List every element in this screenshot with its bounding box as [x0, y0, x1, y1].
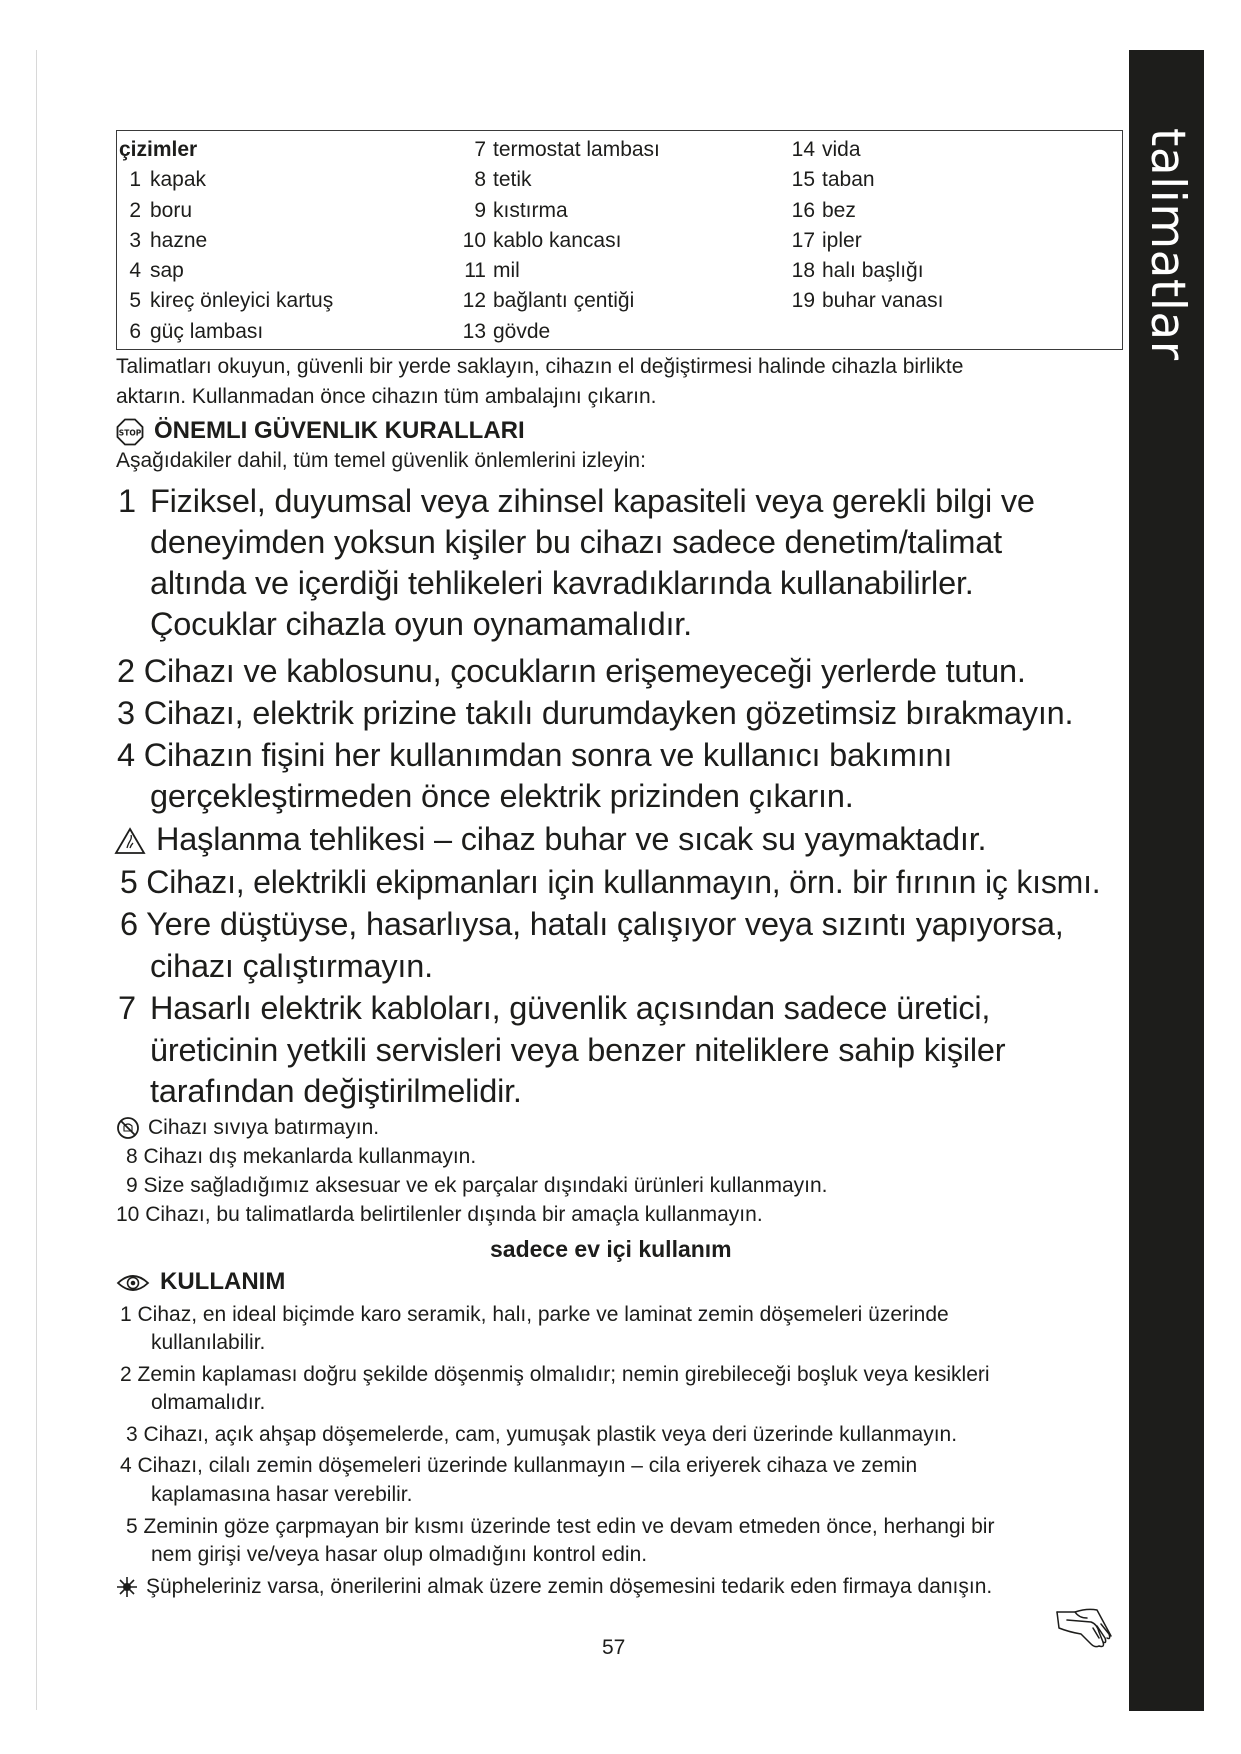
parts-list-box [116, 130, 1123, 350]
rule-7-line-2: üreticinin yetkili servisleri veya benzer niteliklere sahip kişiler [150, 1032, 1006, 1068]
no-immerse-icon [116, 1116, 140, 1140]
rule-2: 2 Cihazı ve kablosunu, çocukların erişemeyeceği yerlerde tutun. [117, 653, 1026, 689]
warning-line: Haşlanma tehlikesi – cihaz buhar ve sıcak su yaymaktadır. [114, 819, 986, 860]
rule-1-line-3: altında ve içerdiği tehlikeleri kavradıklarında kullanabilirler. [150, 565, 974, 601]
parts-item: 16 bez [791, 198, 856, 222]
usage-1-line-1: 1 Cihaz, en ideal biçimde karo seramik, halı, parke ve laminat zemin döşemeleri üzerinde [120, 1303, 949, 1326]
parts-item: 18 halı başlığı [791, 259, 924, 283]
parts-item: 7 termostat lambası [474, 138, 660, 161]
intro-line-1: Talimatları okuyun, güvenli bir yerde saklayın, cihazın el değiştirmesi halinde cihazla birlikte [116, 355, 964, 378]
rule-1-line-1: Fiziksel, duyumsal veya zihinsel kapasiteli veya gerekli bilgi ve [150, 483, 1035, 519]
stop-icon [116, 418, 144, 446]
parts-item: 19 buhar vanası [791, 289, 944, 313]
rule-6-line-1: 6 Yere düştüyse, hasarlıysa, hatalı çalışıyor veya sızıntı yapıyorsa, [120, 906, 1064, 942]
parts-item: 2 boru [129, 198, 193, 222]
intro-line-2: aktarın. Kullanmadan önce cihazın tüm ambalajını çıkarın. [116, 385, 657, 408]
rule-3: 3 Cihazı, elektrik prizine takılı durumdayken gözetimsiz bırakmayın. [117, 695, 1074, 731]
parts-item: 6 güç lambası [129, 319, 264, 343]
usage-5-line-1: 5 Zeminin göze çarpmayan bir kısmı üzerinde test edin ve devam etmeden önce, herhangi bir [126, 1515, 995, 1538]
usage-1-line-2: kullanılabilir. [151, 1331, 266, 1354]
parts-column-3 [789, 135, 943, 317]
star-icon [116, 1576, 138, 1598]
parts-item: 14 vida [791, 138, 861, 161]
usage-4-line-2: kaplamasına hasar verebilir. [151, 1483, 413, 1506]
safety-subheading: Aşağıdakiler dahil, tüm temel güvenlik önlemlerini izleyin: [116, 449, 646, 472]
pointing-hand-icon [1053, 1598, 1117, 1652]
rule-10: 10 Cihazı, bu talimatlarda belirtilenler dışında bir amaçla kullanmayın. [116, 1203, 763, 1226]
no-immerse-line: Cihazı sıvıya batırmayın. [116, 1113, 379, 1143]
usage-4-line-1: 4 Cihazı, cilalı zemin döşemeleri üzerinde kullanmayın – cila eriyerek cihaza ve zemin [120, 1454, 918, 1477]
parts-column-1 [119, 135, 333, 347]
safety-heading: STOP ÖNEMLI GÜVENLIK KURALLARI [116, 416, 525, 446]
parts-item: 12 bağlantı çentiği [462, 289, 635, 313]
rule-9: 9 Size sağladığımız aksesuar ve ek parçalar dışındaki ürünleri kullanmayın. [126, 1174, 828, 1197]
rule-1-line-2: deneyimden yoksun kişiler bu cihazı sadece denetim/talimat [150, 524, 1002, 560]
parts-heading: çizimler [119, 138, 198, 161]
rule-7-number: 7 [118, 990, 136, 1026]
parts-item: 17 ipler [791, 228, 862, 252]
rule-5: 5 Cihazı, elektrikli ekipmanları için kullanmayın, örn. bir fırının iç kısmı. [120, 864, 1101, 900]
parts-item: 1 kapak [129, 168, 207, 192]
parts-item: 10 kablo kancası [462, 228, 622, 252]
eye-icon [116, 1272, 150, 1294]
parts-item: 8 tetik [474, 168, 532, 192]
parts-item: 5 kireç önleyici kartuş [129, 289, 334, 313]
tip-line: Şüpheleriniz varsa, önerilerini almak üzere zemin döşemesini tedarik eden firmaya danışın. [116, 1572, 992, 1602]
rule-8: 8 Cihazı dış mekanlarda kullanmayın. [126, 1145, 477, 1168]
warning-triangle-icon [114, 827, 146, 855]
rule-7-line-3: tarafından değiştirilmelidir. [150, 1073, 522, 1109]
usage-3: 3 Cihazı, açık ahşap döşemelerde, cam, yumuşak plastik veya deri üzerinde kullanmayın. [126, 1423, 958, 1446]
page-number: 57 [602, 1636, 626, 1659]
parts-column-2 [456, 135, 660, 347]
rule-1-line-4: Çocuklar cihazla oyun oynamamalıdır. [150, 606, 692, 642]
usage-5-line-2: nem girişi ve/veya hasar olup olmadığını kontrol edin. [151, 1543, 648, 1566]
usage-2-line-2: olmamalıdır. [151, 1391, 266, 1414]
stop-icon-text: STOP [118, 428, 142, 438]
rule-4-line-2: gerçekleştirmeden önce elektrik prizinden çıkarın. [150, 778, 854, 814]
usage-heading: KULLANIM [116, 1267, 285, 1297]
side-tab-label: talimatlar [1140, 128, 1195, 361]
parts-item: 11 mil [464, 259, 520, 283]
parts-item: 3 hazne [129, 228, 208, 252]
parts-item: 9 kıstırma [474, 198, 568, 222]
page-edge-line [36, 50, 37, 1710]
rule-7-line-1: Hasarlı elektrik kabloları, güvenlik açısından sadece üretici, [150, 990, 991, 1026]
parts-item: 15 taban [791, 168, 875, 192]
household-use-note: sadece ev içi kullanım [490, 1236, 732, 1262]
parts-item: 13 gövde [462, 319, 551, 343]
parts-item: 4 sap [129, 259, 184, 283]
usage-2-line-1: 2 Zemin kaplaması doğru şekilde döşenmiş olmalıdır; nemin girebileceği boşluk veya kesikleri [120, 1363, 990, 1386]
rule-4-line-1: 4 Cihazın fişini her kullanımdan sonra ve kullanıcı bakımını [117, 737, 953, 773]
rule-1-number: 1 [118, 483, 136, 519]
rule-6-line-2: cihazı çalıştırmayın. [150, 948, 433, 984]
